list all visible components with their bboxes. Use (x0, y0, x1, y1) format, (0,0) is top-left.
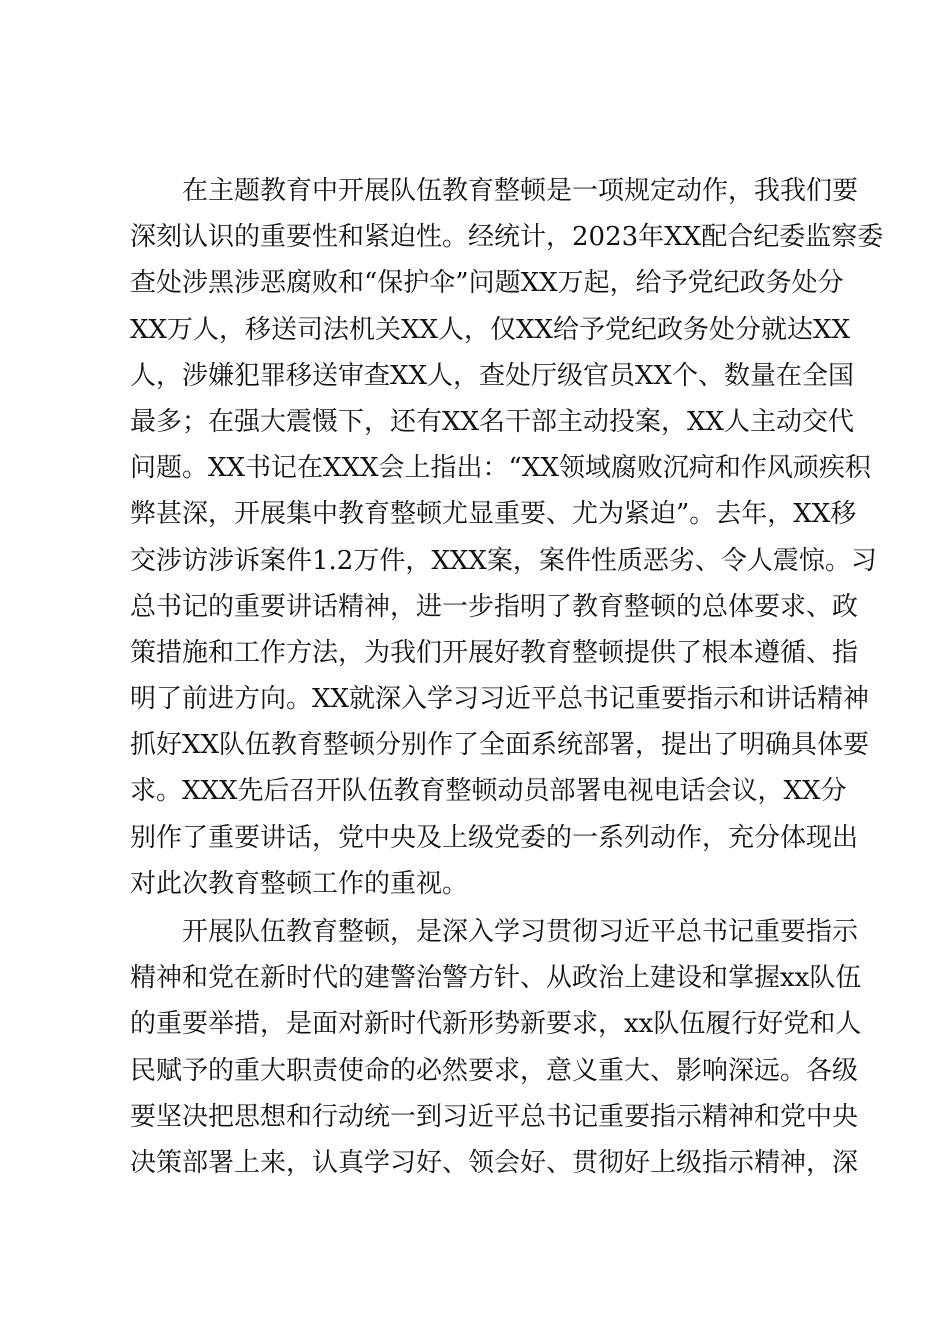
text-line: 别作了重要讲话，党中央及上级党委的一系列动作，充分体现出 (130, 822, 859, 853)
text-line: 问题。XX书记在XXX会上指出：“XX领域腐败沉疴和作风顽疾积 (130, 453, 871, 484)
text-line: 查处涉黑涉恶腐败和“保护伞”问题XX万起，给予党纪政务处分 (130, 268, 844, 299)
text-line: 深刻认识的重要性和紧迫性。经统计，2023年XX配合纪委监察委 (130, 222, 884, 253)
text-line: 求。XXX先后召开队伍教育整顿动员部署电视电话会议，XX分 (130, 776, 847, 807)
text-line: 抓好XX队伍教育整顿分别作了全面系统部署，提出了明确具体要 (130, 730, 870, 761)
text-line: 的重要举措，是面对新时代新形势新要求，xx队伍履行好党和人 (130, 1009, 862, 1040)
body-text (130, 168, 884, 1186)
text-line: 最多；在强大震慑下，还有XX名干部主动投案，XX人主动交代 (130, 406, 855, 437)
text-line: 决策部署上来，认真学习好、领会好、贯彻好上级指示精神，深 (130, 1147, 859, 1178)
text-line: 总书记的重要讲话精神，进一步指明了教育整顿的总体要求、政 (130, 591, 859, 622)
text-line: 在主题教育中开展队伍教育整顿是一项规定动作，我我们要 (182, 176, 859, 206)
text-line: 精神和党在新时代的建警治警方针、从政治上建设和掌握xx队伍 (130, 963, 862, 994)
text-line: 交涉访涉诉案件1.2万件，XXX案，案件性质恶劣、令人震惊。习 (130, 545, 877, 576)
text-line: XX万人，移送司法机关XX人，仅XX给予党纪政务处分就达XX (130, 314, 851, 345)
text-line: 人，涉嫌犯罪移送审查XX人，查处厅级官员XX个、数量在全国 (130, 360, 855, 391)
text-line: 明了前进方向。XX就深入学习习近平总书记重要指示和讲话精神 (130, 684, 870, 715)
paragraph-1 (130, 168, 884, 907)
paragraph-2 (130, 909, 860, 1186)
text-line: 对此次教育整顿工作的重视。 (130, 868, 469, 899)
text-line: 策措施和工作方法，为我们开展好教育整顿提供了根本遵循、指 (130, 637, 859, 668)
text-line: 要坚决把思想和行动统一到习近平总书记重要指示精神和党中央 (130, 1101, 859, 1132)
text-line: 民赋予的重大职责使命的必然要求，意义重大、影响深远。各级 (130, 1055, 859, 1086)
text-line: 弊甚深，开展集中教育整顿尤显重要、尤为紧迫”。去年，XX移 (130, 499, 857, 530)
text-line: 开展队伍教育整顿，是深入学习贯彻习近平总书记重要指示 (182, 917, 859, 947)
